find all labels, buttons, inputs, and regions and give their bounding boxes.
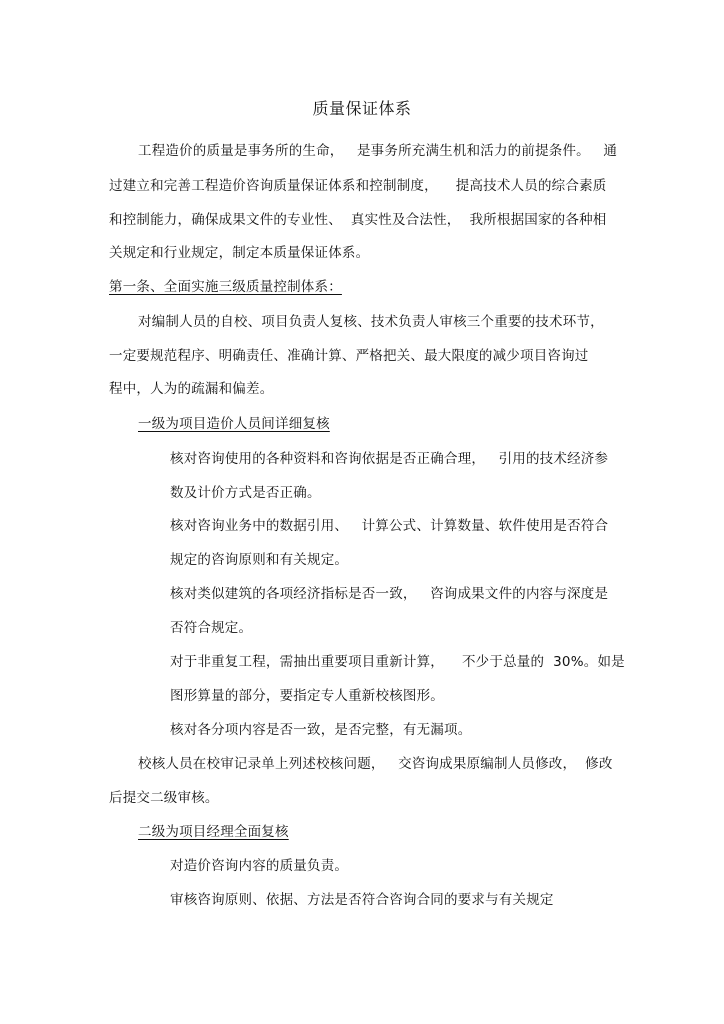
level1-item-1: 核对咨询使用的各种资料和咨询依据是否正确合理， 引用的技术经济参 <box>170 451 609 467</box>
intro-line-2: 过建立和完善工程造价咨询质量保证体系和控制制度， 提高技术人员的综合素质 <box>109 178 607 194</box>
page-title: 质量保证体系 <box>312 99 412 118</box>
level1-item-5: 核对类似建筑的各项经济指标是否一致， 咨询成果文件的内容与深度是 <box>170 586 609 602</box>
level1-item-2: 数及计价方式是否正确。 <box>170 485 321 501</box>
intro-line-3: 和控制能力，确保成果文件的专业性、 真实性及合法性， 我所根据国家的各种相 <box>109 212 607 228</box>
level2-item-1: 对造价咨询内容的质量负责。 <box>170 858 349 874</box>
level1-item-4: 规定的咨询原则和有关规定。 <box>170 552 349 568</box>
level1-item-7: 对于非重复工程，需抽出重要项目重新计算， 不少于总量的 30%。如是 <box>170 654 625 670</box>
article1-heading: 第一条、全面实施三级质量控制体系： <box>109 279 342 295</box>
level1-item-6: 否符合规定。 <box>170 620 253 636</box>
intro-line-4: 关规定和行业规定，制定本质量保证体系。 <box>109 245 370 261</box>
article1-line-1: 对编制人员的自校、项目负责人复核、技术负责人审核三个重要的技术环节， <box>138 314 604 330</box>
level1-heading: 一级为项目造价人员间详细复核 <box>138 416 330 432</box>
level2-item-2: 审核咨询原则、依据、方法是否符合咨询合同的要求与有关规定 <box>170 892 554 908</box>
level1-item-9: 核对各分项内容是否一致，是否完整，有无漏项。 <box>170 722 472 738</box>
article1-line-3: 程中，人为的疏漏和偏差。 <box>109 381 274 397</box>
level2-heading: 二级为项目经理全面复核 <box>138 824 289 840</box>
level1-summary-1: 校核人员在校审记录单上列述校核问题， 交咨询成果原编制人员修改， 修改 <box>138 756 613 772</box>
level1-summary-2: 后提交二级审核。 <box>109 790 219 806</box>
intro-line-1: 工程造价的质量是事务所的生命， 是事务所充满生机和活力的前提条件。 通 <box>138 143 618 159</box>
article1-line-2: 一定要规范程序、明确责任、准确计算、严格把关、最大限度的减少项目咨询过 <box>109 348 589 364</box>
level1-item-3: 核对咨询业务中的数据引用、 计算公式、计算数量、软件使用是否符合 <box>170 518 609 534</box>
level1-item-8: 图形算量的部分，要指定专人重新校核图形。 <box>170 688 444 704</box>
